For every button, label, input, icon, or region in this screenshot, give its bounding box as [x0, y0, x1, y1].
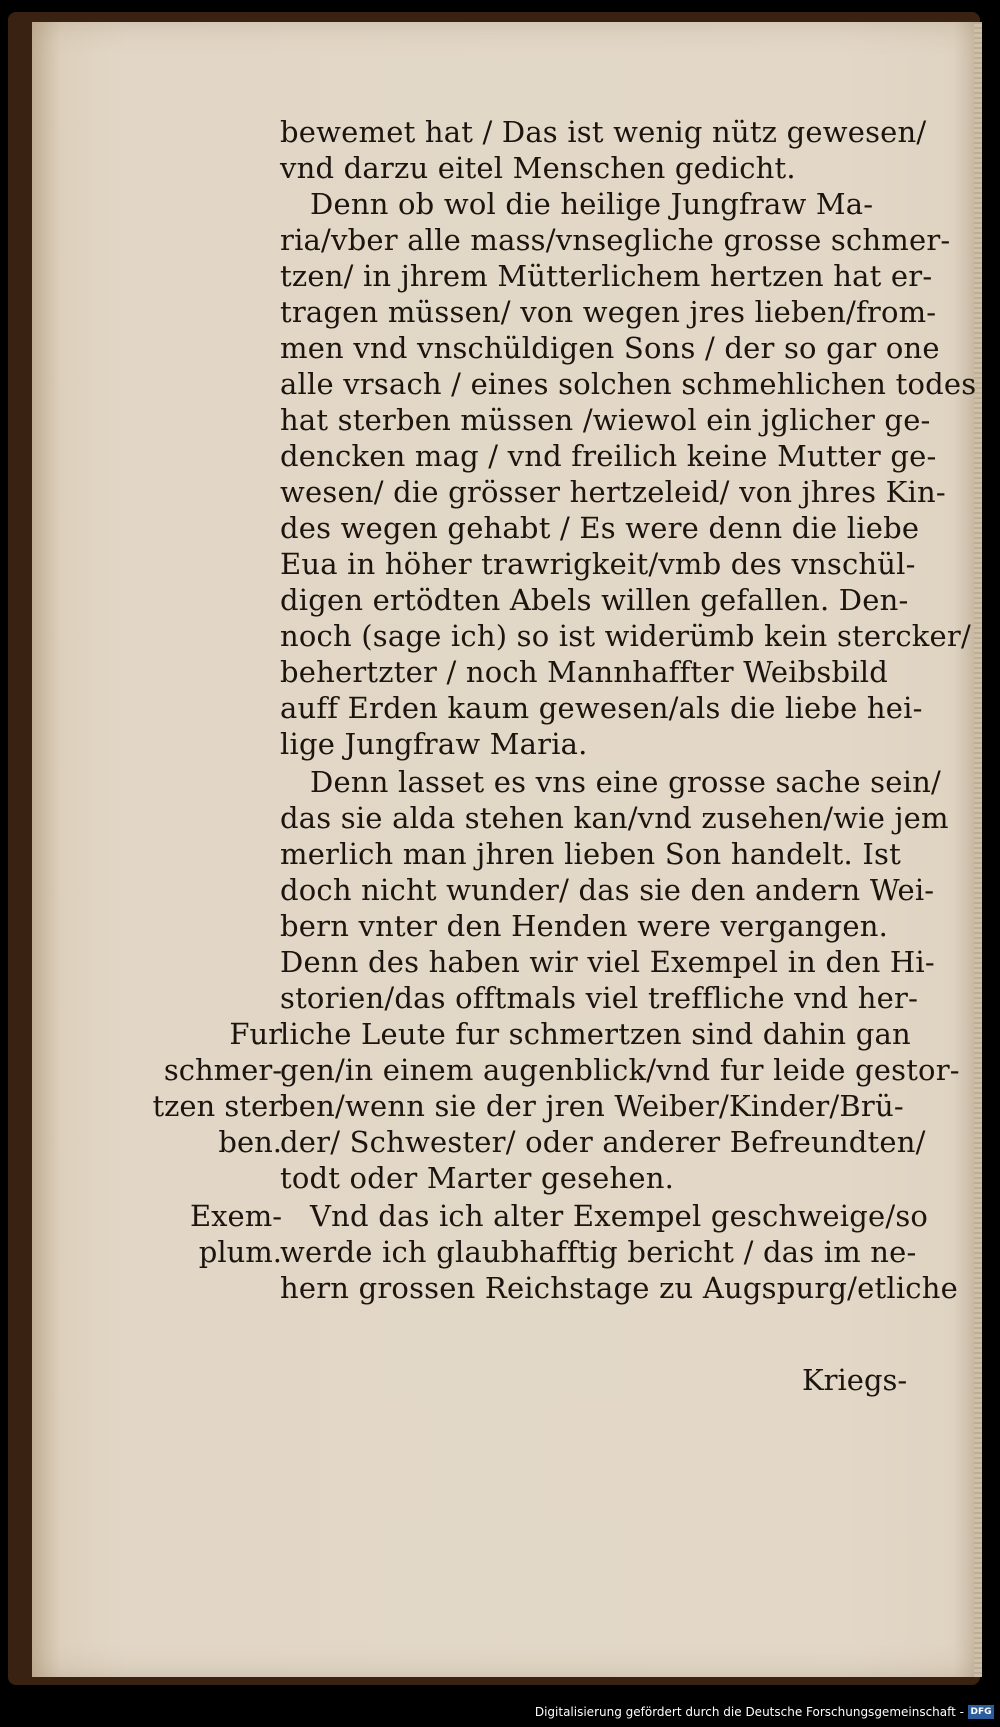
text-line: vnd darzu eitel Menschen gedicht.: [280, 151, 796, 185]
catchword: Kriegs-: [802, 1363, 908, 1397]
text-line: todt oder Marter gesehen.: [280, 1161, 675, 1195]
text-line: Denn des haben wir viel Exempel in den Hi-: [280, 945, 935, 979]
text-line: noch (sage ich) so ist widerümb kein stercker/: [280, 619, 971, 653]
text-line: behertzter / noch Mannhaffter Weibsbild: [280, 655, 888, 689]
text-line: lige Jungfraw Maria.: [280, 727, 588, 761]
text-line: hern grossen Reichstage zu Augspurg/etliche: [280, 1271, 958, 1305]
margin-note: plum.: [198, 1235, 282, 1269]
text-line: doch nicht wunder/ das sie den andern Wei-: [280, 873, 935, 907]
text-line: alle vrsach / eines solchen schmehlichen todes: [280, 367, 977, 401]
text-line: das sie alda stehen kan/vnd zusehen/wie jem: [280, 801, 949, 835]
text-line: bewemet hat / Das ist wenig nütz gewesen/: [280, 115, 927, 149]
book-page: [32, 22, 982, 1677]
text-line: Eua in höher trawrigkeit/vmb des vnschül-: [280, 547, 916, 581]
text-line: tzen/ in jhrem Mütterlichem hertzen hat er-: [280, 259, 933, 293]
funding-credit: Digitalisierung gefördert durch die Deutsche Forschungsgemeinschaft -: [534, 1705, 964, 1719]
text-line: des wegen gehabt / Es were denn die liebe: [280, 511, 920, 545]
text-line: auff Erden kaum gewesen/als die liebe hei-: [280, 691, 923, 725]
text-line: ben/wenn sie der jren Weiber/Kinder/Brü-: [280, 1089, 904, 1123]
book-cover: [8, 12, 980, 1685]
text-line: liche Leute fur schmertzen sind dahin gan: [280, 1017, 911, 1051]
text-line: digen ertödten Abels willen gefallen. Den-: [280, 583, 909, 617]
text-line: hat sterben müssen /wiewol ein jglicher ge-: [280, 403, 931, 437]
text-line: Denn lasset es vns eine grosse sache sein/: [310, 765, 941, 799]
dfg-logo: DFG: [968, 1705, 994, 1719]
text-line: der/ Schwester/ oder anderer Befreundten/: [280, 1125, 926, 1159]
margin-note: Exem-: [190, 1199, 282, 1233]
text-line: storien/das offtmals viel treffliche vnd her-: [280, 981, 919, 1015]
text-line: wesen/ die grösser hertzeleid/ von jhres Kin-: [280, 475, 946, 509]
text-line: dencken mag / vnd freilich keine Mutter ge-: [280, 439, 937, 473]
text-line: Denn ob wol die heilige Jungfraw Ma-: [310, 187, 874, 221]
margin-note: Fur: [229, 1017, 282, 1051]
margin-note: tzen ster: [152, 1089, 282, 1123]
text-line: Vnd das ich alter Exempel geschweige/so: [310, 1199, 929, 1233]
text-line: gen/in einem augenblick/vnd fur leide gestor-: [280, 1053, 960, 1087]
text-line: tragen müssen/ von wegen jres lieben/from-: [280, 295, 937, 329]
text-line: men vnd vnschüldigen Sons / der so gar one: [280, 331, 940, 365]
text-line: bern vnter den Henden were vergangen.: [280, 909, 889, 943]
text-line: werde ich glaubhafftig bericht / das im ne-: [280, 1235, 917, 1269]
text-line: ria/vber alle mass/vnsegliche grosse schmer-: [280, 223, 951, 257]
margin-note: schmer-: [163, 1053, 282, 1087]
margin-note: ben.: [218, 1125, 282, 1159]
footer-bar: [0, 1700, 1000, 1727]
text-line: merlich man jhren lieben Son handelt. Ist: [280, 837, 901, 871]
text-block: [32, 22, 982, 1677]
